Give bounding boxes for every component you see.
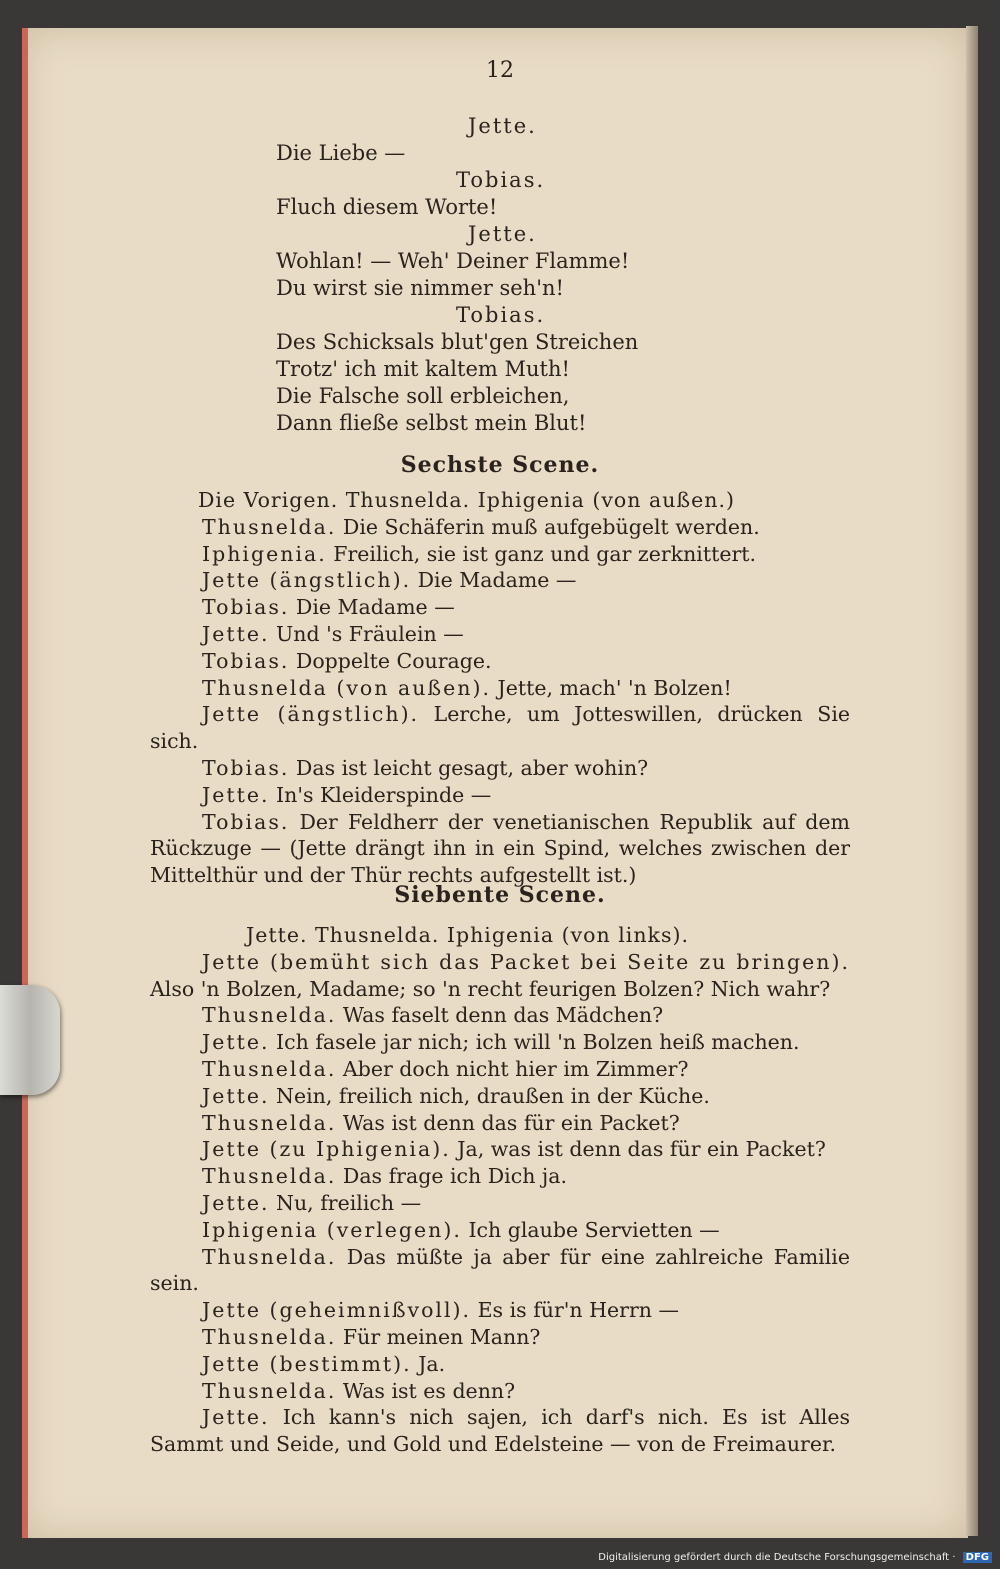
dialogue-text: Nu, freilich — (276, 1190, 422, 1215)
scene-seven-cast: Jette. Thusnelda. Iphigenia (von links). (246, 923, 690, 947)
dialogue-line (150, 782, 850, 809)
dialogue-line (150, 1029, 850, 1056)
dfg-logo: DFG (963, 1552, 992, 1563)
speaker-name: Jette (bemüht sich das Packet bei Seite zu bringen). (202, 949, 850, 974)
dialogue-line (150, 1324, 850, 1351)
dialogue-text: Für meinen Mann? (342, 1324, 541, 1349)
speaker-name: Thusnelda (von außen). (202, 675, 491, 700)
scene-seven-heading: Siebente Scene. (394, 882, 606, 908)
dialogue-text: Ich fasele jar nich; ich will 'n Bolzen heiß machen. (276, 1030, 800, 1055)
dialogue-text: Also 'n Bolzen, Madame; so 'n recht feurigen Bolzen? Nich wahr? (150, 976, 831, 1001)
dialogue-line (150, 567, 850, 594)
digitization-credit: Digitalisierung gefördert durch die Deutsche Forschungsgemeinschaft · DFG (598, 1552, 992, 1563)
dialogue-line (150, 1136, 850, 1163)
dialogue-text: Die Schäferin muß aufgebügelt werden. (342, 514, 760, 539)
dialogue-line (150, 594, 850, 621)
credit-text: Digitalisierung gefördert durch die Deutsche Forschungsgemeinschaft (598, 1552, 950, 1563)
speaker-name: Jette (zu Iphigenia). (202, 1137, 451, 1162)
speaker-name: Thusnelda. (202, 1378, 337, 1403)
speaker-name: Jette (ängstlich). (202, 568, 412, 593)
dialogue-text: Jette, mach' 'n Bolzen! (497, 675, 732, 700)
dialogue-line (150, 755, 850, 782)
dialogue-text: Und 's Fräulein — (276, 621, 464, 646)
dialogue-text: In's Kleiderspinde — (276, 782, 492, 807)
dialogue-line (150, 621, 850, 648)
binder-clip (0, 985, 60, 1095)
dialogue-text: Lerche, um Jotteswillen, drücken Sie sich. (150, 702, 851, 754)
speaker-name: Thusnelda. (202, 1110, 337, 1135)
speaker-name: Thusnelda. (202, 1164, 337, 1189)
dialogue-line (150, 1378, 850, 1405)
speaker-name: Jette (geheimnißvoll). (202, 1298, 472, 1323)
speaker-name: Thusnelda. (202, 1003, 337, 1028)
dialogue-line (150, 701, 850, 755)
dialogue-text: Die Madame — (295, 595, 455, 620)
dialogue-text: Das müßte ja aber für eine zahlreiche Familie sein. (150, 1244, 850, 1296)
scene-seven-body (150, 922, 850, 1458)
speaker-name: Thusnelda. (202, 1324, 337, 1349)
speaker-name: Iphigenia. (202, 541, 327, 566)
dialogue-text: Ich kann's nich sajen, ich darf's nich. Es ist Alles Sammt und Seide, und Gold und Edelsteine — von de Freimaurer. (150, 1405, 850, 1457)
speaker-name: Jette. (202, 1190, 270, 1215)
dialogue-line (150, 1002, 850, 1029)
speaker-name: Jette. (202, 1405, 270, 1430)
page-left-edge (22, 28, 28, 1538)
dialogue-line (150, 541, 850, 568)
dialogue-text: Ja, was ist denn das für ein Packet? (457, 1137, 826, 1162)
dialogue-line (150, 1056, 850, 1083)
scene-six-cast: Die Vorigen. Thusnelda. Iphigenia (von außen.) (198, 488, 735, 512)
dialogue-line (150, 648, 850, 675)
page-right-edge (966, 26, 978, 1536)
dialogue-text: Der Feldherr der venetianischen Republik auf dem Rückzuge — (Jette drängt ihn in ein Spind, welches zwischen der Mittelthür und der Thür rechts aufgestellt ist.) (150, 809, 850, 888)
verse-speaker: Tobias. (456, 303, 546, 327)
dialogue-line (150, 809, 850, 889)
verse-line: Die Falsche soll erbleichen, (276, 384, 570, 408)
verse-line: Trotz' ich mit kaltem Muth! (276, 357, 570, 381)
scene-six-body (150, 487, 850, 889)
dialogue-text: Es is für'n Herrn — (477, 1298, 679, 1323)
dialogue-text: Das frage ich Dich ja. (342, 1164, 568, 1189)
dialogue-text: Was ist denn das für ein Packet? (342, 1110, 680, 1135)
dialogue-line (150, 675, 850, 702)
speaker-name: Jette. (202, 1083, 270, 1108)
speaker-name: Jette. (202, 1030, 270, 1055)
verse-speaker: Tobias. (456, 168, 546, 192)
dialogue-text: Die Madame — (417, 568, 577, 593)
verse-line: Die Liebe — (276, 141, 406, 165)
dialogue-line (150, 1190, 850, 1217)
speaker-name: Jette (ängstlich). (202, 702, 420, 727)
dialogue-text: Freilich, sie ist ganz und gar zerknittert. (333, 541, 757, 566)
speaker-name: Jette. (202, 621, 270, 646)
speaker-name: Thusnelda. (202, 1244, 337, 1269)
verse-line: Des Schicksals blut'gen Streichen (276, 330, 639, 354)
dialogue-text: Nein, freilich nich, draußen in der Küche. (276, 1083, 710, 1108)
speaker-name: Tobias. (202, 755, 290, 780)
verse-line: Fluch diesem Worte! (276, 195, 498, 219)
dialogue-line (150, 1351, 850, 1378)
scene-six-heading: Sechste Scene. (400, 452, 600, 478)
dialogue-text: Ich glaube Servietten — (468, 1217, 720, 1242)
speaker-name: Thusnelda. (202, 514, 337, 539)
dialogue-line (150, 1217, 850, 1244)
dialogue-line (150, 514, 850, 541)
verse-line: Wohlan! — Weh' Deiner Flamme! (276, 249, 630, 273)
verse-speaker: Jette. (468, 114, 537, 138)
speaker-name: Jette (bestimmt). (202, 1351, 412, 1376)
dialogue-line (150, 1404, 850, 1458)
page-number: 12 (486, 58, 514, 83)
dialogue-text: Ja. (418, 1351, 446, 1376)
dialogue-line (150, 1110, 850, 1137)
dialogue-text: Doppelte Courage. (295, 648, 492, 673)
verse-line: Du wirst sie nimmer seh'n! (276, 276, 564, 300)
dialogue-text: Das ist leicht gesagt, aber wohin? (295, 755, 649, 780)
dialogue-line (150, 1163, 850, 1190)
speaker-name: Tobias. (202, 809, 290, 834)
speaker-name: Jette. (202, 782, 270, 807)
dialogue-line (150, 1244, 850, 1298)
dialogue-line (150, 949, 850, 1003)
dialogue-text: Was ist es denn? (342, 1378, 516, 1403)
speaker-name: Thusnelda. (202, 1056, 337, 1081)
speaker-name: Tobias. (202, 595, 290, 620)
dialogue-text: Aber doch nicht hier im Zimmer? (342, 1056, 689, 1081)
dialogue-line (150, 1297, 850, 1324)
verse-line: Dann fließe selbst mein Blut! (276, 411, 587, 435)
speaker-name: Tobias. (202, 648, 290, 673)
dialogue-text: Was faselt denn das Mädchen? (342, 1003, 664, 1028)
dialogue-line (150, 1083, 850, 1110)
verse-speaker: Jette. (468, 222, 537, 246)
speaker-name: Iphigenia (verlegen). (202, 1217, 462, 1242)
